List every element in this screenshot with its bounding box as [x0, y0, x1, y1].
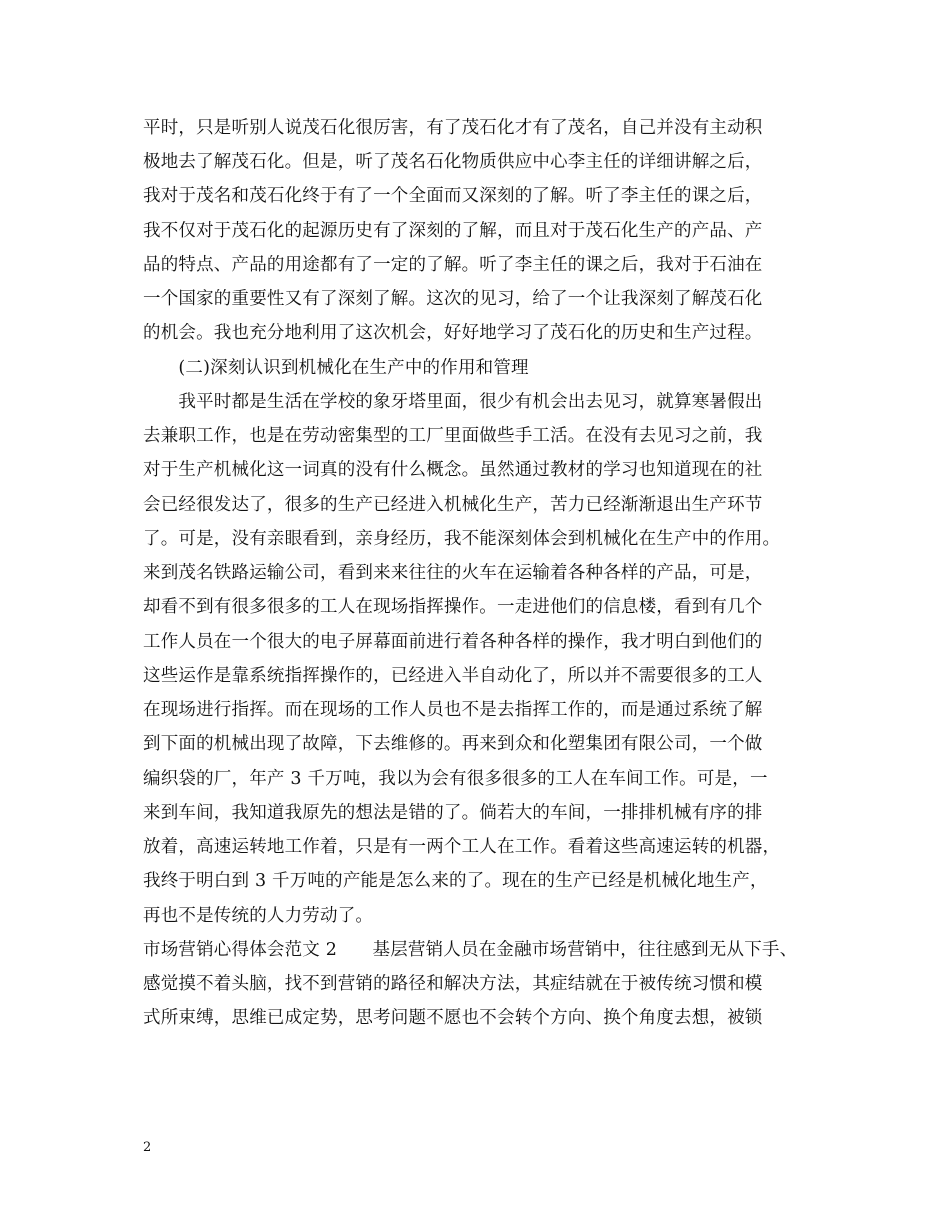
text-line: 我对于茂名和茂石化终于有了一个全面而又深刻的了解。听了李主任的课之后，: [143, 186, 763, 206]
section-heading: (二)深刻认识到机械化在生产中的作用和管理: [143, 358, 529, 378]
text-line: 我平时都是生活在学校的象牙塔里面，很少有机会出去见习，就算寒暑假出: [143, 392, 763, 412]
text-line: 我不仅对于茂石化的起源历史有了深刻的了解，而且对于茂石化生产的产品、产: [143, 221, 763, 241]
text-line: 工作人员在一个很大的电子屏幕面前进行着各种各样的操作，我才明白到他们的: [143, 632, 763, 652]
text-line: 我终于明白到 3 千万吨的产能是怎么来的了。现在的生产已经是机械化地生产，: [143, 871, 768, 891]
text-line: 再也不是传统的人力劳动了。: [143, 906, 374, 926]
text-line: 的机会。我也充分地利用了这次机会，好好地学习了茂石化的历史和生产过程。: [143, 323, 763, 343]
text-line: 了。可是，没有亲眼看到，亲身经历，我不能深刻体会到机械化在生产中的作用。: [143, 529, 781, 549]
text-line: 市场营销心得体会范文 2 基层营销人员在金融市场营销中，往往感到无从下手、: [143, 940, 798, 960]
text-line: 平时，只是听别人说茂石化很厉害，有了茂石化才有了茂名，自己并没有主动积: [143, 118, 763, 138]
text-line: 感觉摸不着头脑，找不到营销的路径和解决方法，其症结就在于被传统习惯和模: [143, 974, 763, 994]
text-line: 编织袋的厂，年产 3 千万吨，我以为会有很多很多的工人在车间工作。可是，一: [143, 769, 768, 789]
text-line: 式所束缚，思维已成定势，思考问题不愿也不会转个方向、换个角度去想，被锁: [143, 1008, 763, 1028]
text-line: 这些运作是靠系统指挥操作的，已经进入半自动化了，所以并不需要很多的工人: [143, 666, 763, 686]
text-line: 却看不到有很多很多的工人在现场指挥操作。一走进他们的信息楼，看到有几个: [143, 597, 763, 617]
text-line: 去兼职工作，也是在劳动密集型的工厂里面做些手工活。在没有去见习之前，我: [143, 426, 763, 446]
text-line: 一个国家的重要性又有了深刻了解。这次的见习，给了一个让我深刻了解茂石化: [143, 289, 763, 309]
text-line: 来到茂名铁路运输公司，看到来来往往的火车在运输着各种各样的产品，可是，: [143, 563, 763, 583]
text-line: 在现场进行指挥。而在现场的工作人员也不是去指挥工作的，而是通过系统了解: [143, 700, 763, 720]
text-line: 来到车间，我知道我原先的想法是错的了。倘若大的车间，一排排机械有序的排: [143, 803, 763, 823]
text-line: 到下面的机械出现了故障，下去维修的。再来到众和化塑集团有限公司，一个做: [143, 734, 763, 754]
text-line: 极地去了解茂石化。但是，听了茂名石化物质供应中心李主任的详细讲解之后，: [143, 152, 763, 172]
text-line: 品的特点、产品的用途都有了一定的了解。听了李主任的课之后，我对于石油在: [143, 255, 763, 275]
text-line: 放着，高速运转地工作着，只是有一两个工人在工作。看着这些高速运转的机器，: [143, 837, 781, 857]
text-line: 会已经很发达了，很多的生产已经进入机械化生产，苦力已经渐渐退出生产环节: [143, 495, 763, 515]
text-line: 对于生产机械化这一词真的没有什么概念。虽然通过教材的学习也知道现在的社: [143, 460, 763, 480]
page-number: 2: [143, 1140, 152, 1155]
